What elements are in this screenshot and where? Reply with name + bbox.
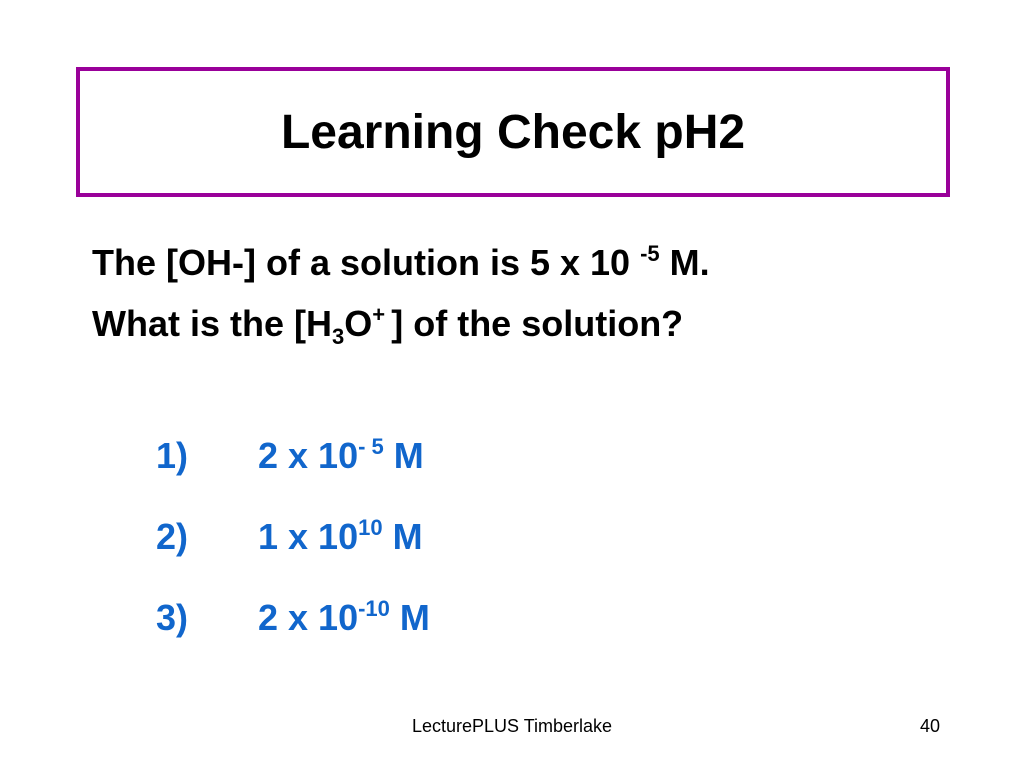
title-box — [76, 67, 950, 197]
question-line-2 — [92, 289, 952, 363]
answer-choice-1 — [156, 423, 430, 504]
question-line-1-tail: M. — [659, 242, 710, 283]
question-line-2-superscript: + — [372, 302, 392, 327]
choice-base: 2 x 10 — [258, 597, 359, 638]
slide-title: Learning Check pH2 — [280, 105, 746, 159]
choice-unit: M — [389, 597, 430, 638]
choice-unit: M — [382, 516, 423, 557]
question-line-1-exponent: -5 — [640, 241, 660, 266]
choice-exponent: - 5 — [358, 434, 384, 459]
question-line-2-mid: O — [344, 303, 373, 344]
choice-number: 1) — [156, 435, 189, 476]
choice-unit: M — [383, 435, 424, 476]
answer-choice-3 — [156, 585, 430, 666]
choice-exponent: -10 — [358, 596, 390, 621]
choice-number: 2) — [156, 516, 189, 557]
choice-base: 1 x 10 — [258, 516, 359, 557]
question-line-1-text: The [OH-] of a solution is 5 x 10 — [92, 242, 641, 283]
answer-choices — [156, 423, 430, 666]
page-number: 40 — [919, 716, 940, 736]
question-line-2-tail: ] of the solution? — [391, 303, 684, 344]
question-line-2-subscript: 3 — [332, 324, 345, 349]
question-line-1 — [92, 228, 952, 289]
choice-exponent: 10 — [358, 515, 383, 540]
choice-base: 2 x 10 — [258, 435, 359, 476]
question-line-2-text: What is the [H — [92, 303, 332, 344]
answer-choice-2 — [156, 504, 430, 585]
footer-source: LecturePLUS Timberlake — [411, 716, 613, 736]
question-text — [92, 228, 952, 363]
choice-number: 3) — [156, 597, 189, 638]
